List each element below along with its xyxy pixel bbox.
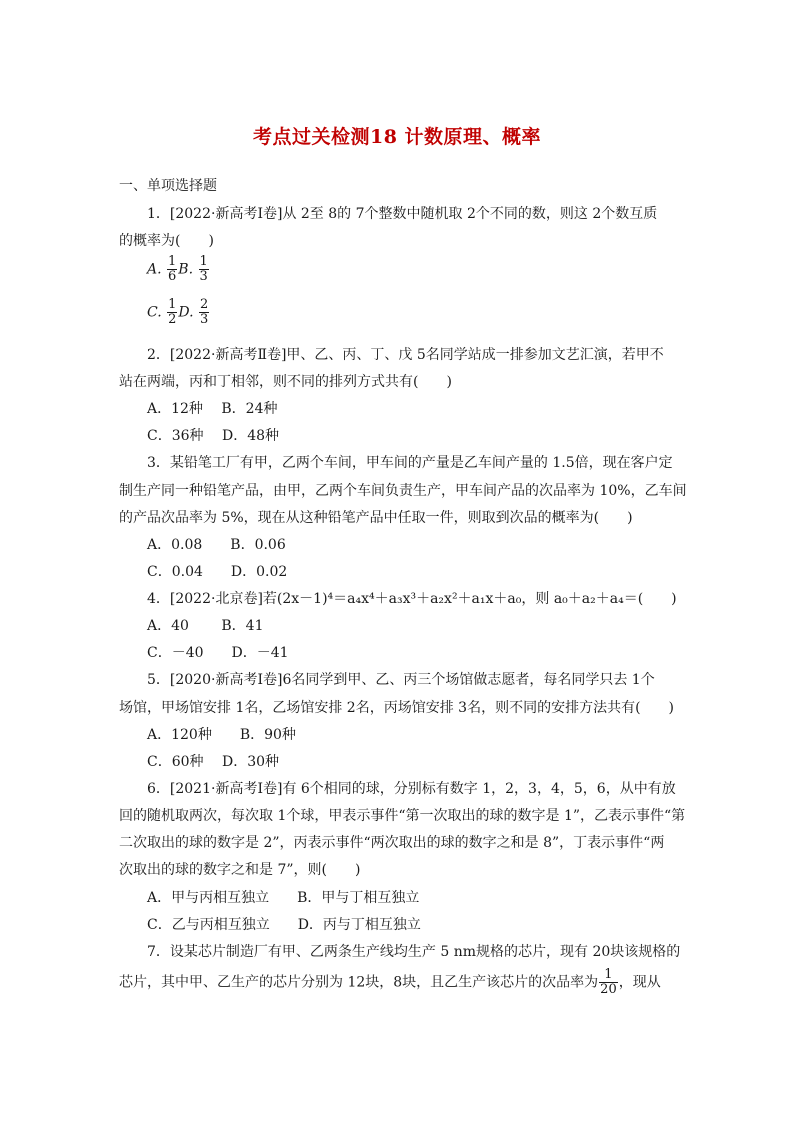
page-title: 考点过关检测18 计数原理、概率 — [252, 126, 542, 148]
question-7-line-1: 7．设某芯片制造厂有甲、乙两条生产线均生产 5 nm规格的芯片，现有 20块该规格的 — [147, 944, 681, 960]
question-7-line-2-tail: ，现从 — [618, 974, 661, 991]
question-2-options-cd: C．36种 D．48种 — [147, 428, 280, 444]
question-2-options-ab: A．12种 B．24种 — [147, 401, 278, 417]
question-3-line-1: 3．某铅笔工厂有甲，乙两个车间，甲车间的产量是乙车间产量的 1.5倍，现在客户定 — [147, 455, 673, 471]
option-c-fraction: $\frac{1}{2}$ — [168, 297, 177, 327]
question-1-options-cd — [147, 298, 210, 327]
question-1-line-2: 的概率为( ) — [119, 233, 214, 249]
question-4-line-1: 4．[2022·北京卷]若(2x－1)⁴＝a₄x⁴＋a₃x³＋a₂x²＋a₁x＋a₀，则 a₀＋a₂＋a₄＝( ) — [147, 591, 677, 607]
question-5-line-2: 场馆，甲场馆安排 1名，乙场馆安排 2名，丙场馆安排 3名，则不同的安排方法共有( ) — [119, 700, 674, 716]
question-3-line-3: 的产品次品率为 5%，现在从这种铅笔产品中任取一件，则取到次品的概率为( ) — [119, 510, 633, 526]
option-c-label: C. — [147, 304, 162, 321]
question-3-options-ab: A．0.08 B．0.06 — [147, 537, 286, 553]
option-a-fraction: $\frac{1}{6}$ — [168, 254, 177, 284]
question-6-line-3: 二次取出的球的数字是 2”，丙表示事件“两次取出的球的数字之和是 8”，丁表示事件“两 — [119, 835, 665, 851]
question-5-options-ab: A．120种 B．90种 — [147, 727, 296, 743]
option-b-fraction: $\frac{1}{3}$ — [199, 254, 208, 284]
question-1-line-1: 1．[2022·新高考Ⅰ卷]从 2至 8的 7个整数中随机取 2个不同的数，则这 2个数互质 — [147, 206, 658, 222]
question-2-line-2: 站在两端，丙和丁相邻，则不同的排列方式共有( ) — [119, 374, 452, 390]
question-4-options-ab: A．40 B．41 — [147, 618, 264, 634]
question-7-line-2-text: 芯片，其中甲、乙生产的芯片分别为 12块，8块，且乙生产该芯片的次品率为 — [119, 974, 599, 991]
question-6-options-ab: A．甲与丙相互独立 B．甲与丁相互独立 — [147, 890, 420, 906]
option-d-label: D. — [178, 304, 194, 321]
section-heading: 一、单项选择题 — [119, 178, 217, 194]
question-4-options-cd: C．－40 D．－41 — [147, 645, 289, 661]
question-6-line-1: 6．[2021·新高考Ⅰ卷]有 6个相同的球，分别标有数字 1，2，3，4，5，6，从中有放 — [147, 781, 676, 797]
question-6-line-4: 次取出的球的数字之和是 7”，则( ) — [119, 862, 361, 878]
option-a-label: A. — [147, 261, 162, 278]
question-2-line-1: 2．[2022·新高考Ⅱ卷]甲、乙、丙、丁、戊 5名同学站成一排参加文艺汇演，若甲不 — [147, 347, 664, 363]
option-b-label: B. — [178, 261, 194, 278]
question-5-options-cd: C．60种 D．30种 — [147, 754, 280, 770]
question-3-line-2: 制生产同一种铅笔产品，由甲，乙两个车间负责生产，甲车间产品的次品率为 10%，乙车间 — [119, 483, 687, 499]
question-5-line-1: 5．[2020·新高考Ⅰ卷]6名同学到甲、乙、丙三个场馆做志愿者，每名同学只去 1个 — [147, 672, 655, 688]
question-1-options-ab — [147, 255, 210, 284]
question-3-options-cd: C．0.04 D．0.02 — [147, 564, 288, 580]
question-7-line-2 — [119, 968, 661, 997]
question-6-line-2: 回的随机取两次，每次取 1个球，甲表示事件“第一次取出的球的数字是 1”，乙表示事件“第 — [119, 808, 686, 824]
question-6-options-cd: C．乙与丙相互独立 D．丙与丁相互独立 — [147, 917, 421, 933]
question-7-fraction: $\frac{1}{20}$ — [600, 967, 617, 997]
option-d-fraction: $\frac{2}{3}$ — [200, 297, 209, 327]
